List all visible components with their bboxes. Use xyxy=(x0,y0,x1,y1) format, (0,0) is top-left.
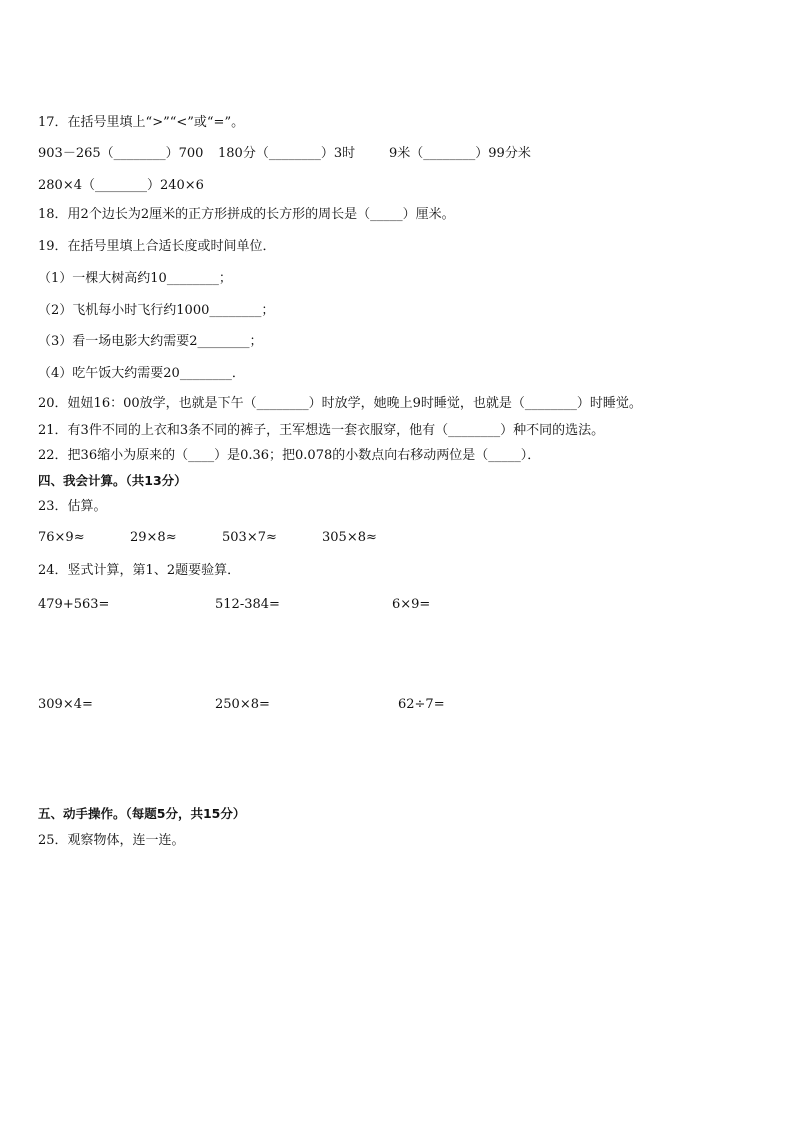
q24-item-2: 512-384= xyxy=(215,597,280,612)
q24-prompt: 24．竖式计算，第1、2题要验算． xyxy=(38,563,241,578)
q23-item-2: 29×8≈ xyxy=(130,530,177,545)
q20-text: 20．妞妞16：00放学，也就是下午（________）时放学，她晚上9时睡觉，也就是（________）时睡觉。 xyxy=(38,396,642,411)
section-4-heading: 四、我会计算。（共13分） xyxy=(38,473,187,488)
q17-item-1: 903－265（________）700 xyxy=(38,146,204,161)
q19-item-1: （1）一棵大树高约10________； xyxy=(38,271,232,286)
q23-item-1: 76×9≈ xyxy=(38,530,85,545)
q18-text: 18．用2个边长为2厘米的正方形拼成的长方形的周长是（_____）厘米。 xyxy=(38,207,455,222)
q24-item-5: 250×8= xyxy=(215,697,270,712)
q25-text: 25．观察物体，连一连。 xyxy=(38,833,185,848)
q17-prompt: 17．在括号里填上“>”“<”或“=”。 xyxy=(38,115,245,130)
q17-item-4: 280×4（________）240×6 xyxy=(38,178,204,193)
q17-item-3: 9米（________）99分米 xyxy=(389,146,531,161)
q19-item-3: （3）看一场电影大约需要2________； xyxy=(38,334,263,349)
q24-item-3: 6×9= xyxy=(392,597,431,612)
q24-item-1: 479+563= xyxy=(38,597,110,612)
q19-prompt: 19．在括号里填上合适长度或时间单位． xyxy=(38,239,276,254)
q19-item-2: （2）飞机每小时飞行约1000________； xyxy=(38,303,275,318)
q23-item-3: 503×7≈ xyxy=(222,530,277,545)
q24-item-6: 62÷7= xyxy=(398,697,445,712)
q23-item-4: 305×8≈ xyxy=(322,530,377,545)
q19-item-4: （4）吃午饭大约需要20________． xyxy=(38,366,245,381)
section-5-heading: 五、动手操作。（每题5分，共15分） xyxy=(38,806,246,821)
q21-text: 21．有3件不同的上衣和3条不同的裤子，王军想选一套衣服穿，他有（________）种不同的选法。 xyxy=(38,423,605,438)
q22-text: 22．把36缩小为原来的（____）是0.36；把0.078的小数点向右移动两位是（_____）． xyxy=(38,448,541,463)
q23-prompt: 23．估算。 xyxy=(38,499,107,514)
q24-item-4: 309×4= xyxy=(38,697,93,712)
q17-item-2: 180分（________）3时 xyxy=(218,146,356,161)
